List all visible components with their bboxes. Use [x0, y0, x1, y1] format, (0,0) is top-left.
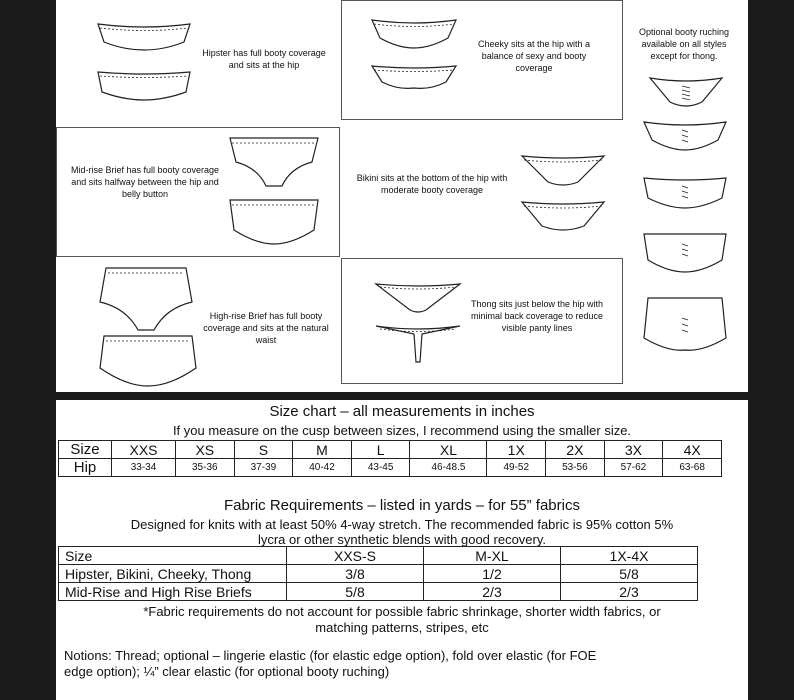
fabric-row [59, 565, 698, 583]
hipster-back-icon [94, 68, 194, 102]
size-cell: 4X [663, 441, 722, 459]
hip-cell: 57-62 [604, 459, 663, 477]
hipster-front-icon [94, 20, 194, 54]
bikini-back-icon [518, 196, 608, 236]
notions-line1: Notions: Thread; optional – lingerie elastic (for elastic edge option), fold over elastic (for FOE [64, 648, 597, 663]
fabric-title: Fabric Requirements – listed in yards – for 55” fabrics [224, 497, 580, 514]
hip-cell: 40-42 [293, 459, 352, 477]
bikini-description: Bikini sits at the bottom of the hip with moderate booty coverage [356, 173, 508, 195]
fabric-cell: 3/8 [287, 565, 424, 583]
size-table [58, 440, 722, 477]
fabric-header-cell: M-XL [424, 547, 561, 565]
highrise-front-icon [96, 264, 196, 334]
fabric-footnote-line2: matching patterns, stripes, etc [315, 620, 489, 635]
ruching-highrise-icon [640, 294, 730, 354]
fabric-cell: 5/8 [287, 583, 424, 601]
thong-front-icon [372, 280, 464, 316]
hip-cell: 49-52 [487, 459, 546, 477]
size-row [59, 441, 722, 459]
cheeky-description: Cheeky sits at the hip with a balance of sexy and booty coverage [477, 39, 591, 73]
size-cell: XXS [112, 441, 176, 459]
fabric-cell: 2/3 [424, 583, 561, 601]
thong-back-icon [372, 322, 464, 366]
size-chart-title: Size chart – all measurements in inches [269, 403, 535, 420]
fabric-header-row [59, 547, 698, 565]
ruching-hipster-icon [640, 174, 730, 210]
highrise-description: High-rise Brief has full booty coverage and sits at the natural waist [203, 311, 329, 345]
hip-row [59, 459, 722, 477]
hip-cell: 35-36 [175, 459, 234, 477]
highrise-back-icon [96, 332, 200, 390]
ruching-midrise-icon [640, 230, 730, 274]
midrise-front-icon [226, 134, 322, 190]
fabric-desc-line2: lycra or other synthetic blends with good recovery. [257, 532, 547, 547]
size-cell: 2X [546, 441, 605, 459]
hip-cell: 33-34 [112, 459, 176, 477]
size-cell: 1X [487, 441, 546, 459]
fabric-header-cell: Size [59, 547, 287, 565]
hipster-description: Hipster has full booty coverage and sits at the hip [202, 48, 326, 70]
notions-line2: edge option); ¼” clear elastic (for optional booty ruching) [64, 664, 390, 679]
fabric-footnote-line1: *Fabric requirements do not account for possible fabric shrinkage, shorter width fabrics, or [143, 604, 661, 619]
size-cell: S [234, 441, 293, 459]
hip-row-label: Hip [59, 459, 112, 477]
hip-cell: 43-45 [351, 459, 410, 477]
thong-description: Thong sits just below the hip with minimal back coverage to reduce visible panty lines [470, 299, 604, 333]
fabric-cell: 2/3 [561, 583, 698, 601]
fabric-desc-line1: Designed for knits with at least 50% 4-way stretch. The recommended fabric is 95% cotton 5% [130, 517, 674, 532]
size-cell: L [351, 441, 410, 459]
size-cell: XS [175, 441, 234, 459]
midrise-back-icon [226, 196, 322, 248]
size-chart-note: If you measure on the cusp between sizes, I recommend using the smaller size. [172, 423, 632, 438]
size-cell: 3X [604, 441, 663, 459]
size-cell: M [293, 441, 352, 459]
fabric-cell: Mid-Rise and High Rise Briefs [59, 583, 287, 601]
fabric-header-cell: XXS-S [287, 547, 424, 565]
bikini-front-icon [518, 150, 608, 190]
ruching-description: Optional booty ruching available on all styles except for thong. [638, 27, 730, 61]
size-row-label: Size [59, 441, 112, 459]
cheeky-back-icon [368, 62, 460, 92]
fabric-cell: Hipster, Bikini, Cheeky, Thong [59, 565, 287, 583]
hip-cell: 37-39 [234, 459, 293, 477]
styles-panel [56, 0, 748, 392]
hip-cell: 53-56 [546, 459, 605, 477]
size-cell: XL [410, 441, 487, 459]
ruching-thong-icon [646, 72, 726, 112]
ruching-cheeky-icon [640, 118, 730, 152]
hip-cell: 46-48.5 [410, 459, 487, 477]
fabric-cell: 5/8 [561, 565, 698, 583]
fabric-header-cell: 1X-4X [561, 547, 698, 565]
fabric-table [58, 546, 698, 601]
fabric-row [59, 583, 698, 601]
fabric-cell: 1/2 [424, 565, 561, 583]
midrise-description: Mid-rise Brief has full booty coverage and sits halfway between the hip and belly button [70, 165, 220, 199]
info-panel [56, 400, 748, 700]
hip-cell: 63-68 [663, 459, 722, 477]
cheeky-front-icon [368, 16, 460, 50]
